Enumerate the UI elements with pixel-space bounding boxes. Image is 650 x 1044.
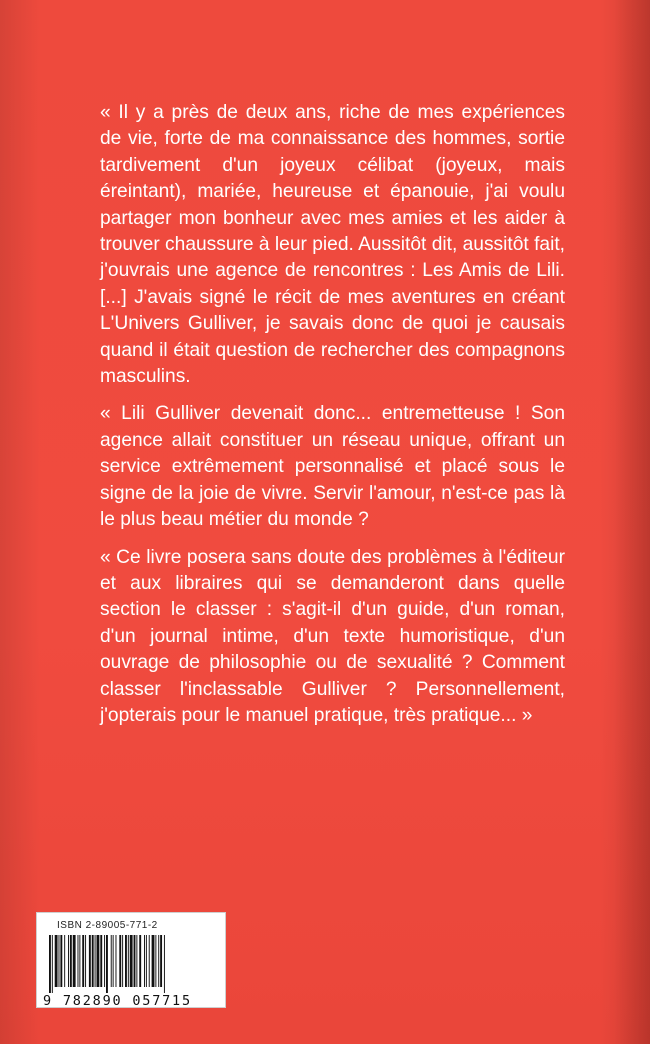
barcode-bars [47, 935, 217, 993]
barcode-bar [95, 935, 96, 987]
isbn-label: ISBN 2-89005-771-2 [57, 920, 158, 931]
barcode-bar [70, 935, 72, 987]
barcode-bar [52, 935, 53, 993]
barcode-bar [146, 935, 147, 987]
barcode-bar [125, 935, 127, 987]
barcode-digits: 9 782890 057715 [43, 993, 192, 1009]
barcode-bar [134, 935, 136, 987]
barcode-bar [149, 935, 150, 987]
barcode-bar [79, 935, 80, 987]
barcode-bar [68, 935, 69, 987]
barcode-bar [128, 935, 129, 987]
barcode-bar [97, 935, 100, 987]
barcode-bar [49, 935, 51, 993]
isbn-barcode [36, 912, 226, 1008]
barcode-bar [130, 935, 133, 987]
barcode-bar [160, 935, 162, 987]
barcode-bar [92, 935, 94, 987]
blurb-paragraph-3: « Ce livre posera sans doute des problèmes à l'éditeur et aux libraires qui se demanderont dans quelle section le classer : s'agit-il d'un guide, d'un roman, d'un journal intime, d'un texte humoristique, d'un ouvrage de philosophie ou de sexualité ? Comment classer l'inclassable Gulliver ? Personnellement, j'opterais pour le manuel pratique, très pratique... » [100, 546, 565, 726]
barcode-bar [100, 935, 102, 987]
barcode-bar [113, 935, 114, 987]
barcode-bar [73, 935, 76, 987]
barcode-bar [116, 935, 117, 987]
barcode-bar [139, 935, 141, 987]
barcode-bar [104, 935, 105, 987]
barcode-bar [82, 935, 84, 987]
barcode-bar [89, 935, 91, 987]
barcode-bar [59, 935, 60, 987]
blurb-paragraph-2: « Lili Gulliver devenait donc... entremetteuse ! Son agence allait constituer un réseau unique, offrant un service extrêmement personnalisé et placé sous le signe de la joie de vivre. Servir l'amour, n'est-ce pas là le plus beau métier du monde ? [100, 403, 565, 531]
barcode-bar [55, 935, 58, 987]
barcode-bar [60, 935, 62, 987]
barcode-bar [64, 935, 65, 987]
barcode-bar [158, 935, 159, 987]
barcode-bar [155, 935, 156, 987]
blurb-text [100, 100, 565, 740]
barcode-bar [119, 935, 121, 987]
barcode-bar [111, 935, 112, 987]
barcode-bar [122, 935, 123, 987]
blurb-paragraph-1: « Il y a près de deux ans, riche de mes expériences de vie, forte de ma connaissance des hommes, sortie tardivement d'un joyeux célibat (joyeux, mais éreintant), mariée, heureuse et épanouie, j'ai voulu partager mon bonheur avec mes amies et les aider à trouver chaussure à leur pied. Aussitôt dit, aussitôt fait, j'ouvrais une agence de rencontres : Les Amis de Lili. [...] J'avais signé le récit de mes aventures en créant L'Univers Gulliver, je savais donc de quoi je causais quand il était question de rechercher des compagnons masculins. [100, 102, 566, 388]
barcode-bar [164, 935, 165, 993]
barcode-bar [78, 935, 79, 987]
barcode-bar [152, 935, 155, 987]
barcode-bar [136, 935, 137, 987]
barcode-bar [106, 935, 108, 993]
barcode-bar [85, 935, 86, 987]
barcode-bar [144, 935, 145, 987]
edge-shadow [614, 0, 650, 1044]
